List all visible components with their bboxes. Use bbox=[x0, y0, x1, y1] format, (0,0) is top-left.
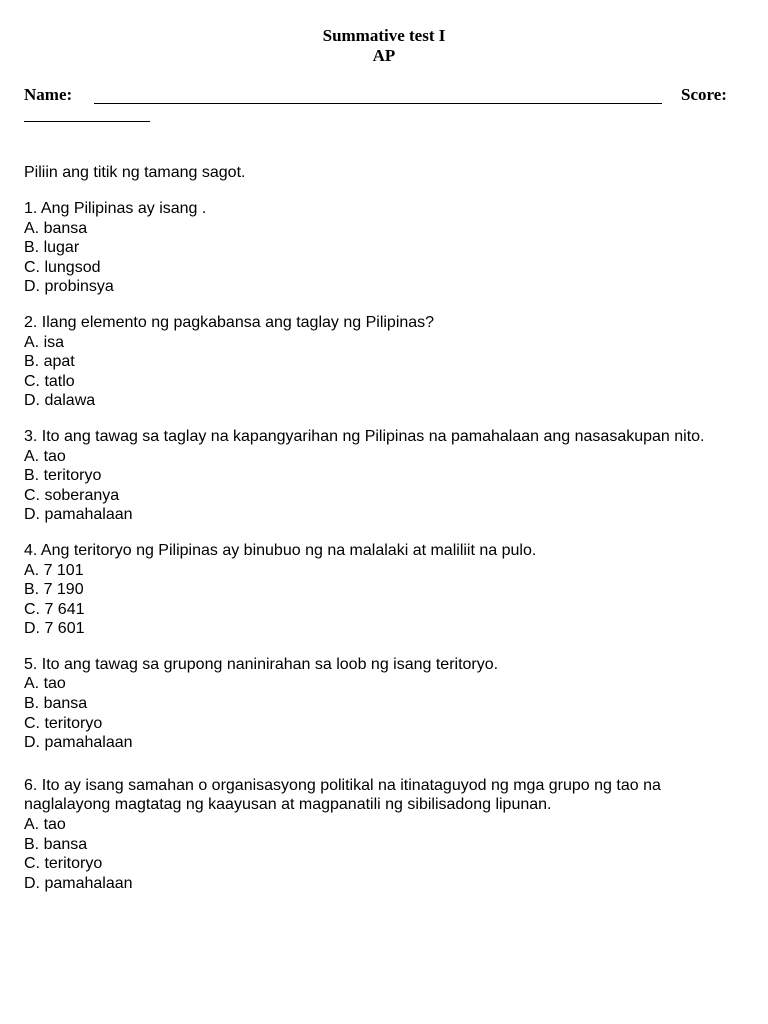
page-title: Summative test I bbox=[322, 26, 446, 45]
subject-title: AP bbox=[372, 46, 396, 65]
option-a: A. isa bbox=[24, 333, 65, 351]
question-text: 2. Ilang elemento ng pagkabansa ang taglay ng Pilipinas? bbox=[24, 313, 435, 331]
name-blank-line[interactable] bbox=[94, 103, 662, 104]
option-d: D. dalawa bbox=[24, 392, 96, 410]
question-6 bbox=[24, 776, 744, 894]
question-5 bbox=[24, 655, 744, 753]
option-d: D. probinsya bbox=[24, 278, 114, 296]
question-text: 4. Ang teritoryo ng Pilipinas ay binubuo ng na malalaki at maliliit na pulo. bbox=[24, 541, 537, 559]
option-b: B. bansa bbox=[24, 695, 88, 713]
option-b: B. teritoryo bbox=[24, 467, 102, 485]
option-a: A. tao bbox=[24, 816, 66, 834]
option-c: C. 7 641 bbox=[24, 600, 85, 618]
option-c: C. teritoryo bbox=[24, 855, 103, 873]
option-d: D. pamahalaan bbox=[24, 506, 133, 524]
option-c: C. tatlo bbox=[24, 372, 75, 390]
option-c: C. soberanya bbox=[24, 486, 120, 504]
instructions: Piliin ang titik ng tamang sagot. bbox=[24, 164, 246, 181]
score-label: Score: bbox=[681, 85, 727, 104]
option-b: B. bansa bbox=[24, 835, 88, 853]
option-a: A. bansa bbox=[24, 219, 88, 237]
option-b: B. apat bbox=[24, 353, 75, 371]
question-1 bbox=[24, 199, 744, 297]
option-a: A. 7 101 bbox=[24, 561, 84, 579]
question-2 bbox=[24, 313, 744, 411]
question-text: 3. Ito ang tawag sa taglay na kapangyarihan ng Pilipinas na pamahalaan ang nasasakupan nito. bbox=[24, 427, 705, 445]
question-list bbox=[24, 199, 744, 893]
question-3 bbox=[24, 427, 744, 525]
question-4 bbox=[24, 541, 744, 639]
option-c: C. lungsod bbox=[24, 258, 101, 276]
option-b: B. lugar bbox=[24, 239, 80, 257]
option-d: D. 7 601 bbox=[24, 620, 85, 638]
question-text: 5. Ito ang tawag sa grupong naninirahan sa loob ng isang teritoryo. bbox=[24, 655, 499, 673]
option-d: D. pamahalaan bbox=[24, 874, 133, 892]
option-d: D. pamahalaan bbox=[24, 734, 133, 752]
question-text: 1. Ang Pilipinas ay isang . bbox=[24, 200, 207, 217]
name-label: Name: bbox=[24, 85, 73, 104]
option-a: A. tao bbox=[24, 675, 66, 693]
score-blank-line[interactable] bbox=[24, 121, 150, 122]
option-a: A. tao bbox=[24, 447, 66, 465]
option-c: C. teritoryo bbox=[24, 714, 103, 732]
question-text: 6. Ito ay isang samahan o organisasyong politikal na itinataguyod ng mga grupo ng tao na naglalayong magtatag ng kaayusan at magpanatili ng sibilisadong lipunan. bbox=[24, 776, 661, 814]
option-b: B. 7 190 bbox=[24, 581, 84, 599]
